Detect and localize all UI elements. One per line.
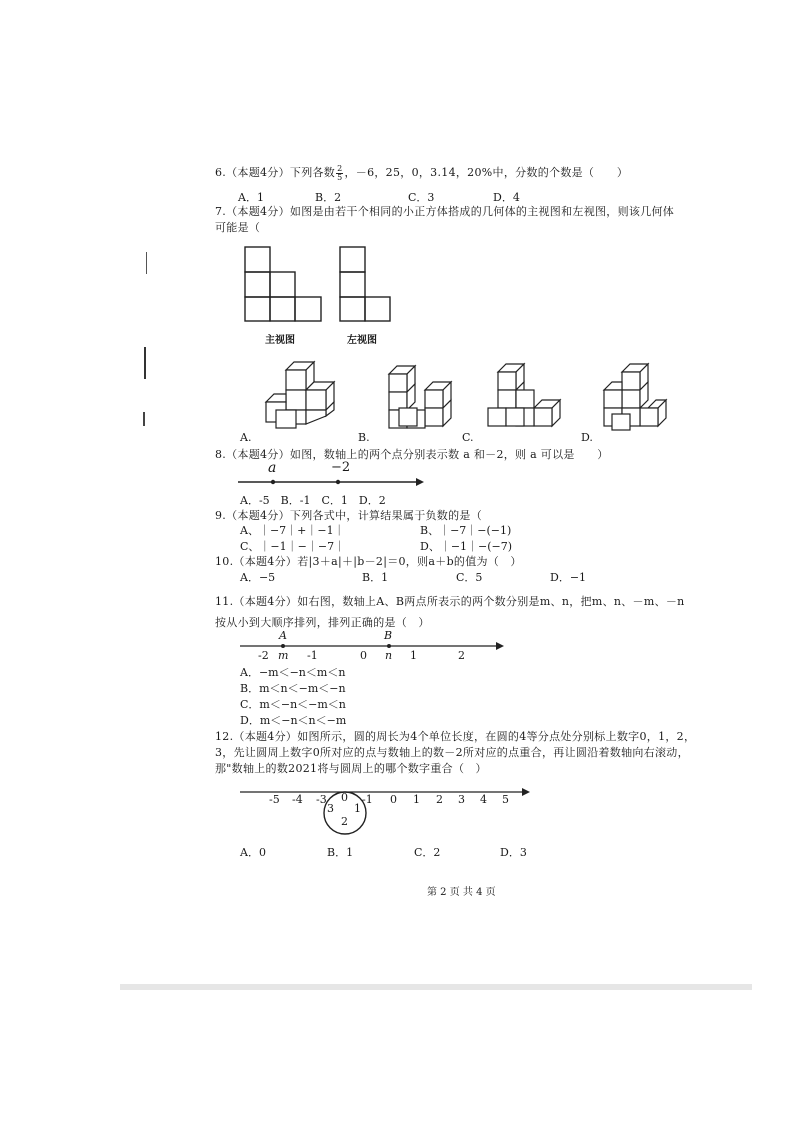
q6-fraction [336, 165, 343, 182]
q10-stem: 10.（本题4分）若|3＋a|＋|b－2|＝0，则a＋b的值为（ ） [215, 555, 522, 568]
q11-option-d: D．m＜−n＜n＜−m [240, 714, 347, 727]
q8-number-line [238, 476, 423, 488]
caption-left-view: 左视图 [347, 335, 377, 346]
caption-front-view: 主视图 [265, 335, 295, 346]
q6-option-a: A．1 [238, 191, 264, 204]
q12-tick-minus1: -1 [362, 793, 373, 806]
q11-tick-minus2: -2 [258, 649, 269, 662]
q6-stem [215, 164, 628, 182]
q12-circle-digit-1: 1 [354, 802, 361, 815]
q12-circle-digit-0: 0 [341, 791, 348, 804]
q11-tick-0: 0 [360, 649, 367, 662]
scan-edge-bar [120, 984, 752, 990]
q12-tick-0: 0 [390, 793, 397, 806]
q7-option-b: B. [358, 431, 370, 444]
q9-option-d: D、｜−1｜−(−7) [420, 540, 513, 553]
q11-stem-line1: 11.（本题4分）如右图，数轴上A、B两点所表示的两个数分别是m、n，把m、n、－m、－n [215, 595, 685, 608]
q12-tick-5: 5 [502, 793, 509, 806]
q10-option-d: D．−1 [550, 571, 587, 584]
q7-option-d: D. [581, 431, 593, 444]
q6-option-d: D．4 [493, 191, 520, 204]
q6-text-a: 6.（本题4分）下列各数 [215, 166, 336, 179]
q12-tick-3: 3 [458, 793, 465, 806]
cube-figure-d [600, 362, 672, 434]
q12-tick-minus4: -4 [292, 793, 303, 806]
q12-stem-line3: 那"数轴上的数2021将与圆周上的哪个数字重合（ ） [215, 762, 487, 775]
q7-stem-line2: 可能是（ [215, 221, 261, 234]
q10-option-a: A．−5 [240, 571, 276, 584]
page-footer: 第 2 页 共 4 页 [427, 887, 496, 898]
q6-option-c: C．3 [408, 191, 435, 204]
q11-tick-minus1: -1 [307, 649, 318, 662]
q11-option-b: B．m＜n＜−m＜−n [240, 682, 346, 695]
q12-option-a: A．0 [240, 846, 266, 859]
q12-stem-line2: 3，先让圆周上数字0所对应的点与数轴上的数－2所对应的点重合，再让圆沿着数轴向右滚动， [215, 746, 689, 759]
q11-label-n: n [385, 649, 393, 662]
q8-options: A．-5 B．-1 C．1 D．2 [240, 494, 386, 507]
q12-tick-minus3: -3 [316, 793, 327, 806]
q11-tick-1: 1 [410, 649, 417, 662]
left-view-figure [339, 246, 393, 322]
q11-option-c: C．m＜−n＜−m＜n [240, 698, 346, 711]
q6-option-b: B．2 [315, 191, 342, 204]
q12-tick-1: 1 [413, 793, 420, 806]
q7-stem-line1: 7.（本题4分）如图是由若干个相同的小正方体搭成的几何体的主视图和左视图，则该几何体 [215, 205, 675, 218]
q11-point-a-label: A [279, 629, 287, 642]
q12-option-c: C．2 [414, 846, 441, 859]
cube-figure-b [385, 362, 455, 432]
q11-option-a: A．−m＜−n＜m＜n [240, 666, 346, 679]
q6-frac-num: 2 [337, 163, 343, 173]
q10-option-b: B．1 [362, 571, 389, 584]
scan-mark-2 [144, 347, 146, 379]
scan-mark-3 [143, 412, 145, 426]
q11-stem-line2: 按从小到大顺序排列，排列正确的是（ ） [215, 616, 430, 629]
q12-tick-minus5: -5 [269, 793, 280, 806]
q12-option-b: B．1 [327, 846, 354, 859]
q12-stem-line1: 12.（本题4分）如图所示，圆的周长为4个单位长度，在圆的4等分点处分别标上数字0，1，2， [215, 730, 696, 743]
q12-tick-4: 4 [480, 793, 487, 806]
q12-tick-2: 2 [436, 793, 443, 806]
q9-option-b: B、｜−7｜−(−1) [420, 524, 512, 537]
q7-option-c: C. [462, 431, 474, 444]
q8-label-a: a [268, 460, 277, 476]
q11-tick-2: 2 [458, 649, 465, 662]
q9-option-c: C、｜−1｜−｜−7｜ [240, 540, 346, 553]
q12-option-d: D．3 [500, 846, 527, 859]
q11-label-m: m [278, 649, 289, 662]
front-view-figure [244, 246, 324, 322]
q8-stem: 8.（本题4分）如图，数轴上的两个点分别表示数 a 和－2，则 a 可以是 ） [215, 448, 609, 461]
q9-option-a: A、｜−7｜+｜−1｜ [240, 524, 345, 537]
q11-point-b-label: B [384, 629, 393, 642]
scan-mark-1 [146, 252, 147, 274]
q8-label-minus2: −2 [331, 460, 351, 475]
cube-figure-c [484, 362, 564, 432]
q6-text-b: ，－6，25，0，3.14，20%中，分数的个数是（ ） [344, 166, 629, 179]
q6-frac-den: 5 [337, 172, 343, 182]
q12-circle-digit-3: 3 [327, 802, 334, 815]
q10-option-c: C．5 [456, 571, 483, 584]
q9-stem: 9.（本题4分）下列各式中，计算结果属于负数的是（ [215, 509, 482, 522]
cube-figure-a [262, 358, 337, 430]
q12-circle-digit-2: 2 [341, 815, 348, 828]
q7-option-a: A. [240, 431, 252, 444]
